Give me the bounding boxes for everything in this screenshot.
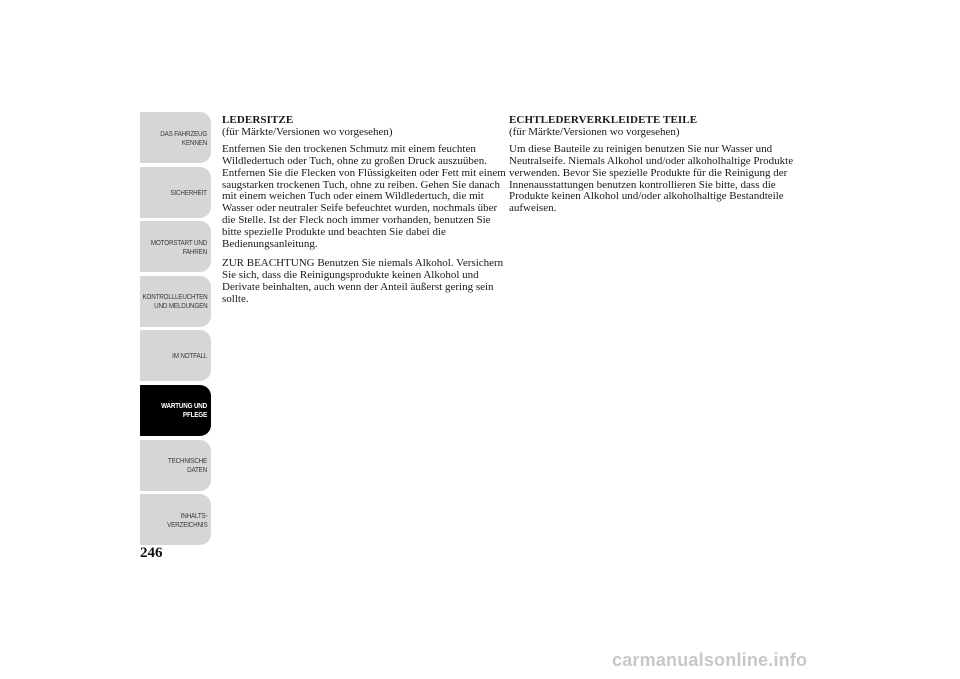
section-heading: LEDERSITZE — [222, 114, 294, 126]
tab-wartung-und-pflege[interactable] — [140, 385, 211, 436]
tab-im-notfall[interactable] — [140, 330, 211, 381]
section-subheading: (für Märkte/Versionen wo vorgesehen) — [509, 125, 680, 138]
tab-label: TECHNISCHE DATEN — [167, 456, 207, 475]
tab-kontrollleuchten[interactable] — [140, 276, 211, 327]
left-column — [222, 115, 507, 313]
tab-label: INHALTS- VERZEICHNIS — [166, 510, 207, 529]
right-column — [509, 115, 794, 222]
tab-label: MOTORSTART UND FAHREN — [150, 237, 207, 256]
tab-inhaltsverzeichnis[interactable] — [140, 494, 211, 545]
watermark-text: carmanualsonline.info — [612, 650, 808, 670]
tab-sicherheit[interactable] — [140, 167, 211, 218]
tab-label: WARTUNG UND PFLEGE — [161, 401, 207, 420]
body-paragraph: Entfernen Sie den trockenen Schmutz mit einem feuchten Wildledertuch oder Tuch, ohne zu großen Druck auszuüben. Entfernen Sie die Flecken von Flüssigkeiten oder Fett mit einem saugstarken trockenen Tuch, ohne zu reiben. Gehen Sie danach mit einem weichen Tuch oder einem Wildledertuch, die mit Wasser oder neutraler Seife befeuchtet wurden, nochmals über die Stelle. Ist der Fleck noch immer vorhanden, benutzen Sie bitte spezielle Produkte und beachten Sie dabei die Bedienungsanleitung. — [222, 142, 506, 251]
tab-label: KONTROLLLEUCHTEN UND MELDUNGEN — [141, 292, 207, 311]
section-subheading: (für Märkte/Versionen wo vorgesehen) — [222, 125, 393, 138]
tab-label: SICHERHEIT — [170, 187, 207, 197]
tab-motorstart-und-fahren[interactable] — [140, 221, 211, 272]
tab-label: DAS FAHRZEUG KENNEN — [160, 128, 207, 147]
body-paragraph: Um diese Bauteile zu reinigen benutzen Sie nur Wasser und Neutralseife. Niemals Alkohol und/oder alkoholhaltige Produkte verwenden. Bevor Sie spezielle Produkte für die Reinigung der Innenausstattungen benutzen kontrollieren Sie bitte, dass die Produkte keinen Alkohol und/oder alkoholhaltige Bestandteile aufweisen. — [509, 142, 794, 215]
section-heading: ECHTLEDERVERKLEIDETE TEILE — [509, 114, 698, 126]
page-number: 246 — [140, 545, 163, 561]
tab-label: IM NOTFALL — [172, 351, 207, 361]
tab-technische-daten[interactable] — [140, 440, 211, 491]
warning-paragraph: ZUR BEACHTUNG Benutzen Sie niemals Alkohol. Versichern Sie sich, dass die Reinigungsprodukte keinen Alkohol und Derivate beinhalten, auch wenn der Anteil äußerst gering sein sollte. — [222, 256, 504, 305]
tab-das-fahrzeug-kennen[interactable] — [140, 112, 211, 163]
chapter-tabs — [140, 112, 211, 549]
